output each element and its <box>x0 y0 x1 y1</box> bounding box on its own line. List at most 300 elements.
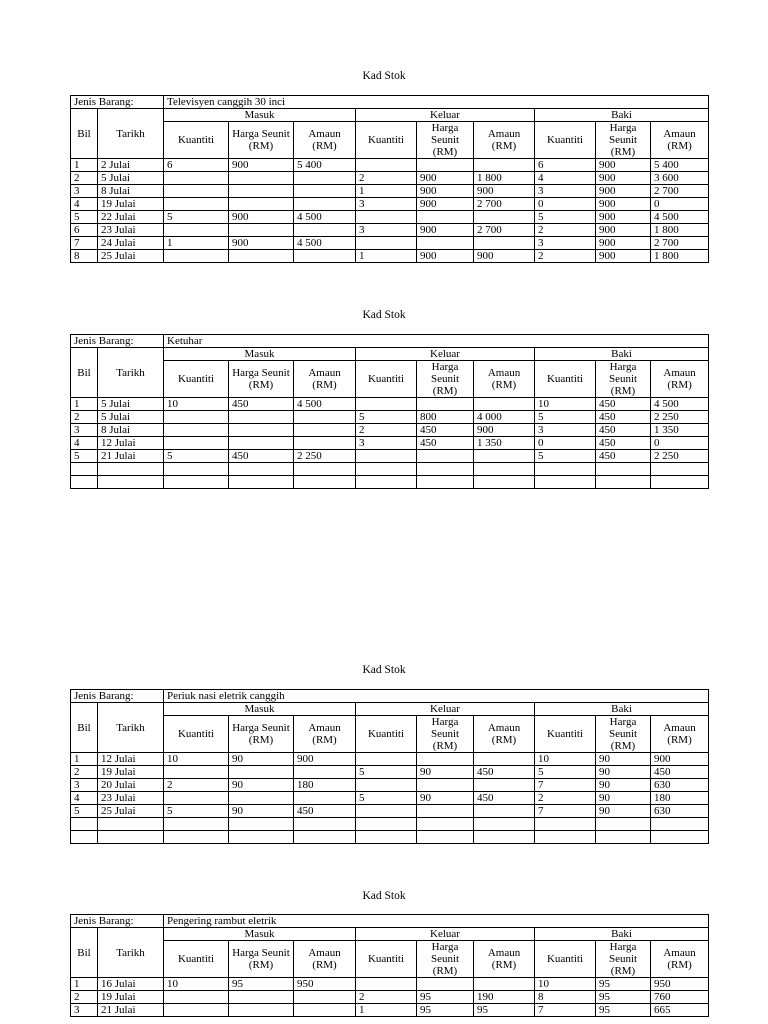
header-amaun: Amaun (RM) <box>474 361 535 398</box>
table-cell <box>229 766 294 779</box>
table-cell: 5 400 <box>294 159 356 172</box>
item-type-label: Jenis Barang: <box>71 915 164 928</box>
header-keluar: Keluar <box>356 703 535 716</box>
table-cell: 4 500 <box>651 398 709 411</box>
table-cell <box>229 437 294 450</box>
table-cell <box>417 159 474 172</box>
table-cell <box>417 818 474 831</box>
table-cell <box>474 753 535 766</box>
header-harga-seunit: Harga Seunit (RM) <box>229 122 294 159</box>
table-row <box>71 991 709 1004</box>
table-cell: 1 <box>356 1004 417 1017</box>
table-cell <box>294 792 356 805</box>
table-row <box>71 779 709 792</box>
table-cell <box>417 398 474 411</box>
table-cell <box>596 463 651 476</box>
table-cell <box>164 172 229 185</box>
table-cell: 3 <box>535 237 596 250</box>
table-cell <box>71 818 98 831</box>
table-cell <box>164 831 229 844</box>
header-tarikh: Tarikh <box>98 348 164 398</box>
table-cell <box>164 424 229 437</box>
table-cell: 2 <box>71 766 98 779</box>
table-cell <box>651 831 709 844</box>
table-cell: 2 700 <box>651 237 709 250</box>
table-cell: 1 <box>164 237 229 250</box>
table-cell: 0 <box>651 437 709 450</box>
table-cell: 23 Julai <box>98 792 164 805</box>
table-cell: 2 <box>356 991 417 1004</box>
table-cell: 6 <box>164 159 229 172</box>
table-cell <box>417 463 474 476</box>
table-cell <box>164 991 229 1004</box>
table-cell: 900 <box>596 250 651 263</box>
header-bil: Bil <box>71 109 98 159</box>
table-cell: 900 <box>474 424 535 437</box>
header-harga-seunit: Harga Seunit (RM) <box>417 122 474 159</box>
table-cell: 8 <box>535 991 596 1004</box>
table-cell <box>229 831 294 844</box>
table-cell <box>417 211 474 224</box>
table-cell: 23 Julai <box>98 224 164 237</box>
stock-card-table <box>70 334 709 489</box>
table-row <box>71 476 709 489</box>
table-cell <box>294 411 356 424</box>
table-cell <box>164 411 229 424</box>
table-cell: 450 <box>596 437 651 450</box>
table-cell: 450 <box>596 424 651 437</box>
table-row <box>71 463 709 476</box>
table-cell: 4 500 <box>651 211 709 224</box>
table-cell: 4 500 <box>294 237 356 250</box>
table-cell: 2 <box>71 991 98 1004</box>
table-cell <box>356 398 417 411</box>
table-cell: 900 <box>294 753 356 766</box>
table-cell: 4 <box>71 437 98 450</box>
table-cell <box>229 411 294 424</box>
table-cell: 12 Julai <box>98 437 164 450</box>
table-row <box>71 818 709 831</box>
table-cell <box>356 831 417 844</box>
table-cell: 90 <box>417 792 474 805</box>
table-cell: 2 <box>356 172 417 185</box>
table-row <box>71 1004 709 1017</box>
table-cell: 4 500 <box>294 398 356 411</box>
table-cell <box>474 237 535 250</box>
table-cell: 3 <box>356 437 417 450</box>
table-cell <box>474 211 535 224</box>
header-kuantiti: Kuantiti <box>535 122 596 159</box>
item-name: Pengering rambut eletrik <box>164 915 709 928</box>
table-cell: 5 <box>164 450 229 463</box>
table-cell: 4 <box>71 198 98 211</box>
table-cell <box>596 818 651 831</box>
table-cell: 2 700 <box>474 198 535 211</box>
header-tarikh: Tarikh <box>98 703 164 753</box>
stock-card-table <box>70 914 709 1017</box>
table-cell: 90 <box>596 792 651 805</box>
header-tarikh: Tarikh <box>98 109 164 159</box>
header-harga-seunit: Harga Seunit (RM) <box>417 361 474 398</box>
table-row <box>71 250 709 263</box>
table-cell <box>294 463 356 476</box>
table-cell: 16 Julai <box>98 978 164 991</box>
table-cell: 450 <box>294 805 356 818</box>
table-row <box>71 159 709 172</box>
card-title: Kad Stok <box>362 309 406 321</box>
table-cell: 2 <box>71 172 98 185</box>
table-cell: 3 <box>356 224 417 237</box>
table-cell: 4 <box>535 172 596 185</box>
table-cell <box>294 476 356 489</box>
table-cell <box>417 450 474 463</box>
table-cell <box>294 185 356 198</box>
table-row <box>71 185 709 198</box>
table-cell: 6 <box>535 159 596 172</box>
table-cell <box>356 753 417 766</box>
table-cell: 1 800 <box>474 172 535 185</box>
table-cell <box>164 766 229 779</box>
table-cell: 2 <box>535 792 596 805</box>
table-cell <box>535 476 596 489</box>
header-amaun: Amaun (RM) <box>651 122 709 159</box>
table-cell: 2 250 <box>651 411 709 424</box>
table-cell: 95 <box>417 991 474 1004</box>
table-cell <box>229 224 294 237</box>
table-cell: 7 <box>535 1004 596 1017</box>
table-cell: 25 Julai <box>98 805 164 818</box>
table-cell <box>294 831 356 844</box>
table-cell <box>164 818 229 831</box>
table-cell <box>294 766 356 779</box>
table-cell: 2 <box>71 411 98 424</box>
item-name: Periuk nasi eletrik canggih <box>164 690 709 703</box>
table-cell: 3 <box>535 185 596 198</box>
header-amaun: Amaun (RM) <box>294 361 356 398</box>
table-cell: 90 <box>229 779 294 792</box>
table-cell: 7 <box>535 779 596 792</box>
table-cell: 95 <box>474 1004 535 1017</box>
table-cell <box>474 805 535 818</box>
table-cell: 90 <box>596 805 651 818</box>
table-cell: 900 <box>596 185 651 198</box>
table-cell <box>294 224 356 237</box>
header-kuantiti: Kuantiti <box>164 941 229 978</box>
header-amaun: Amaun (RM) <box>294 122 356 159</box>
table-cell <box>651 818 709 831</box>
table-cell: 900 <box>596 237 651 250</box>
item-type-label: Jenis Barang: <box>71 335 164 348</box>
table-cell <box>596 476 651 489</box>
table-cell <box>417 978 474 991</box>
table-cell <box>164 198 229 211</box>
table-cell: 1 <box>356 185 417 198</box>
table-row <box>71 805 709 818</box>
header-kuantiti: Kuantiti <box>164 716 229 753</box>
table-cell: 7 <box>71 237 98 250</box>
header-baki: Baki <box>535 348 709 361</box>
header-amaun: Amaun (RM) <box>651 361 709 398</box>
table-cell: 450 <box>229 450 294 463</box>
table-cell <box>164 437 229 450</box>
table-cell <box>229 1004 294 1017</box>
table-cell: 3 <box>535 424 596 437</box>
header-bil: Bil <box>71 348 98 398</box>
table-cell <box>596 831 651 844</box>
table-cell <box>229 172 294 185</box>
table-cell: 900 <box>417 172 474 185</box>
table-cell: 5 Julai <box>98 172 164 185</box>
table-cell: 6 <box>71 224 98 237</box>
table-cell <box>98 818 164 831</box>
table-cell <box>229 818 294 831</box>
table-cell: 1 <box>356 250 417 263</box>
table-cell: 900 <box>596 159 651 172</box>
table-cell: 900 <box>474 185 535 198</box>
table-cell: 4 000 <box>474 411 535 424</box>
table-row <box>71 437 709 450</box>
item-type-label: Jenis Barang: <box>71 96 164 109</box>
table-cell <box>164 463 229 476</box>
table-cell: 450 <box>474 766 535 779</box>
table-cell: 900 <box>417 185 474 198</box>
table-cell: 2 250 <box>294 450 356 463</box>
header-harga-seunit: Harga Seunit (RM) <box>417 716 474 753</box>
table-cell <box>294 818 356 831</box>
table-cell: 5 Julai <box>98 411 164 424</box>
table-row <box>71 172 709 185</box>
table-cell: 5 <box>356 411 417 424</box>
table-cell <box>294 198 356 211</box>
header-kuantiti: Kuantiti <box>356 941 417 978</box>
table-cell: 90 <box>229 753 294 766</box>
table-cell <box>417 805 474 818</box>
table-cell: 4 <box>71 792 98 805</box>
table-cell <box>474 463 535 476</box>
table-cell: 760 <box>651 991 709 1004</box>
header-harga-seunit: Harga Seunit (RM) <box>596 941 651 978</box>
table-cell: 3 <box>71 779 98 792</box>
header-bil: Bil <box>71 928 98 978</box>
table-cell: 1 <box>71 753 98 766</box>
table-cell <box>229 185 294 198</box>
header-baki: Baki <box>535 109 709 122</box>
table-cell <box>98 463 164 476</box>
header-kuantiti: Kuantiti <box>356 361 417 398</box>
header-kuantiti: Kuantiti <box>535 361 596 398</box>
header-baki: Baki <box>535 703 709 716</box>
header-amaun: Amaun (RM) <box>294 941 356 978</box>
table-row <box>71 198 709 211</box>
table-cell <box>474 818 535 831</box>
table-cell: 3 600 <box>651 172 709 185</box>
table-cell: 5 400 <box>651 159 709 172</box>
table-cell: 2 <box>535 250 596 263</box>
table-cell <box>474 450 535 463</box>
header-keluar: Keluar <box>356 348 535 361</box>
table-cell: 1 <box>71 159 98 172</box>
table-cell <box>474 779 535 792</box>
table-cell: 10 <box>164 398 229 411</box>
table-cell <box>356 805 417 818</box>
table-cell: 22 Julai <box>98 211 164 224</box>
table-cell <box>294 991 356 1004</box>
table-cell: 2 <box>535 224 596 237</box>
table-cell <box>356 159 417 172</box>
table-cell <box>71 476 98 489</box>
table-row <box>71 753 709 766</box>
table-cell: 10 <box>535 753 596 766</box>
table-cell: 950 <box>294 978 356 991</box>
table-cell: 5 <box>356 766 417 779</box>
table-cell <box>417 476 474 489</box>
table-cell: 1 <box>71 978 98 991</box>
table-cell: 90 <box>229 805 294 818</box>
header-harga-seunit: Harga Seunit (RM) <box>596 716 651 753</box>
header-harga-seunit: Harga Seunit (RM) <box>229 716 294 753</box>
table-cell: 5 <box>535 766 596 779</box>
table-cell: 900 <box>596 211 651 224</box>
table-cell: 5 <box>71 450 98 463</box>
header-kuantiti: Kuantiti <box>164 361 229 398</box>
table-cell: 2 700 <box>651 185 709 198</box>
table-cell <box>229 476 294 489</box>
table-cell: 900 <box>651 753 709 766</box>
header-masuk: Masuk <box>164 348 356 361</box>
header-masuk: Masuk <box>164 109 356 122</box>
table-cell <box>417 753 474 766</box>
table-cell <box>356 211 417 224</box>
table-cell <box>535 818 596 831</box>
table-cell: 180 <box>651 792 709 805</box>
header-amaun: Amaun (RM) <box>651 716 709 753</box>
table-cell: 10 <box>164 978 229 991</box>
table-cell <box>294 424 356 437</box>
table-cell: 95 <box>229 978 294 991</box>
table-cell: 24 Julai <box>98 237 164 250</box>
table-cell: 8 Julai <box>98 424 164 437</box>
table-cell: 2 <box>164 779 229 792</box>
table-cell: 20 Julai <box>98 779 164 792</box>
table-cell: 90 <box>596 753 651 766</box>
table-cell <box>356 978 417 991</box>
table-cell: 180 <box>294 779 356 792</box>
card-title: Kad Stok <box>362 70 406 82</box>
table-cell: 900 <box>229 237 294 250</box>
table-cell <box>474 831 535 844</box>
table-cell: 900 <box>417 250 474 263</box>
table-cell: 900 <box>417 224 474 237</box>
table-cell <box>229 424 294 437</box>
table-cell: 90 <box>417 766 474 779</box>
table-cell: 665 <box>651 1004 709 1017</box>
table-cell <box>356 818 417 831</box>
table-cell: 450 <box>596 398 651 411</box>
table-row <box>71 237 709 250</box>
table-cell <box>98 476 164 489</box>
table-cell: 800 <box>417 411 474 424</box>
table-row <box>71 224 709 237</box>
table-cell <box>356 463 417 476</box>
card-title: Kad Stok <box>362 664 406 676</box>
table-cell: 12 Julai <box>98 753 164 766</box>
table-cell: 3 <box>71 1004 98 1017</box>
table-cell: 5 <box>535 411 596 424</box>
table-cell <box>651 463 709 476</box>
table-cell: 10 <box>535 398 596 411</box>
table-cell <box>164 250 229 263</box>
table-cell: 0 <box>535 437 596 450</box>
table-cell <box>229 250 294 263</box>
table-cell <box>417 831 474 844</box>
table-cell: 21 Julai <box>98 1004 164 1017</box>
header-bil: Bil <box>71 703 98 753</box>
table-cell <box>417 779 474 792</box>
table-cell: 450 <box>417 437 474 450</box>
table-cell <box>535 831 596 844</box>
table-row <box>71 398 709 411</box>
table-cell <box>294 437 356 450</box>
table-row <box>71 411 709 424</box>
table-cell: 2 Julai <box>98 159 164 172</box>
table-cell: 630 <box>651 779 709 792</box>
table-cell <box>356 476 417 489</box>
table-cell: 900 <box>229 159 294 172</box>
header-amaun: Amaun (RM) <box>474 716 535 753</box>
table-cell: 450 <box>229 398 294 411</box>
table-cell: 2 250 <box>651 450 709 463</box>
header-baki: Baki <box>535 928 709 941</box>
table-cell <box>651 476 709 489</box>
table-cell: 950 <box>651 978 709 991</box>
table-cell: 8 Julai <box>98 185 164 198</box>
table-cell <box>229 792 294 805</box>
table-row <box>71 424 709 437</box>
table-cell <box>164 476 229 489</box>
table-cell: 3 <box>71 185 98 198</box>
header-masuk: Masuk <box>164 703 356 716</box>
table-cell: 19 Julai <box>98 198 164 211</box>
header-keluar: Keluar <box>356 109 535 122</box>
header-kuantiti: Kuantiti <box>356 716 417 753</box>
stock-card-table <box>70 689 709 844</box>
table-cell <box>535 463 596 476</box>
header-masuk: Masuk <box>164 928 356 941</box>
card-title: Kad Stok <box>362 890 406 902</box>
table-row <box>71 792 709 805</box>
table-cell: 95 <box>417 1004 474 1017</box>
table-cell: 21 Julai <box>98 450 164 463</box>
table-row <box>71 766 709 779</box>
table-cell <box>474 159 535 172</box>
table-cell <box>71 463 98 476</box>
table-cell: 0 <box>651 198 709 211</box>
table-cell <box>98 831 164 844</box>
header-kuantiti: Kuantiti <box>535 941 596 978</box>
table-cell: 25 Julai <box>98 250 164 263</box>
header-harga-seunit: Harga Seunit (RM) <box>596 122 651 159</box>
table-cell: 450 <box>474 792 535 805</box>
table-cell: 95 <box>596 978 651 991</box>
table-cell: 900 <box>596 172 651 185</box>
table-cell: 900 <box>474 250 535 263</box>
table-cell: 1 800 <box>651 250 709 263</box>
table-cell <box>474 978 535 991</box>
table-cell: 19 Julai <box>98 766 164 779</box>
header-harga-seunit: Harga Seunit (RM) <box>596 361 651 398</box>
table-cell: 900 <box>417 198 474 211</box>
header-kuantiti: Kuantiti <box>356 122 417 159</box>
